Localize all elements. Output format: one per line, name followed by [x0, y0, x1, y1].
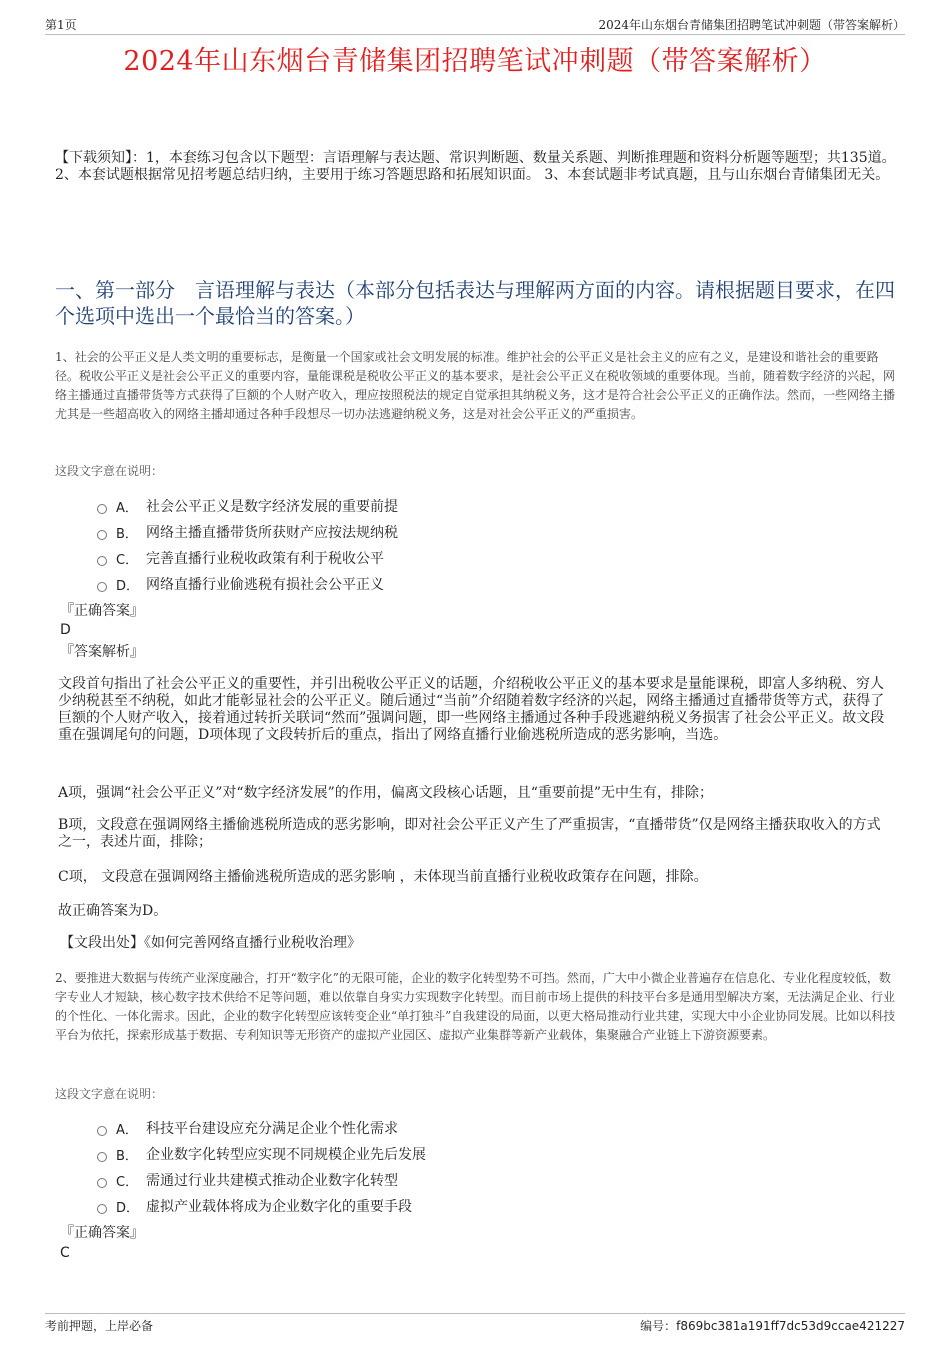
analysis-paragraph: 故正确答案为D。	[58, 903, 168, 919]
radio-icon[interactable]	[97, 1204, 107, 1214]
download-notice: 【下载须知】：1，本套练习包含以下题型：言语理解与表达题、常识判断题、数量关系题、判断推理题和资料分析题等题型；共135道。 2、本套试题根据常见招考题总结归纳，主要用于练习答题思路和拓展知识面。 3、本套试题非考试真题，且与山东烟台青储集团无关。	[55, 150, 896, 183]
option-letter: D．	[116, 578, 140, 594]
option-letter: C．	[116, 1174, 139, 1190]
option-letter: B．	[116, 526, 138, 542]
option-text: 网络直播行业偷逃税有损社会公平正义	[146, 577, 384, 593]
radio-icon[interactable]	[97, 504, 107, 514]
option-letter: D．	[116, 1200, 140, 1216]
footer-code-label: 编号：	[640, 1319, 677, 1333]
page-header	[45, 12, 905, 35]
radio-icon[interactable]	[97, 1126, 107, 1136]
option-text: 完善直播行业税收政策有利于税收公平	[146, 551, 384, 567]
option-text: 网络主播直播带货所获财产应按法规纳税	[146, 525, 398, 541]
question-2-text: 2、要推进大数据与传统产业深度融合，打开“数字化”的无限可能，企业的数字化转型势不可挡。然而，广大中小微企业普遍存在信息化、专业化程度较低，数字专业人才短缺，核心数字技术供给不足等问题，难以依靠自身实力实现数字化转型。而目前市场上提供的科技平台多是通用型解决方案，无法满足企业、行业的个性化、一体化需求。因此，企业的数字化转型应该转变企业“单打独斗”自我建设的局面，以更大格局推动行业共建，实现大中小企业协同发展。比如以科技平台为依托，探索形成基于数据、专利知识等无形资产的虚拟产业园区、虚拟产业集群等新产业载体，集聚融合产业链上下游资源要素。	[55, 971, 896, 1042]
option-text: 社会公平正义是数字经济发展的重要前提	[146, 499, 398, 515]
radio-icon[interactable]	[97, 1152, 107, 1162]
question-1-option-a[interactable]	[97, 493, 398, 519]
analysis-paragraph: C项， 文段意在强调网络主播偷逃税所造成的恶劣影响 ，未体现当前直播行业税收政策存在问题，排除。	[58, 869, 708, 885]
question-1-text: 1、社会的公平正义是人类文明的重要标志，是衡量一个国家或社会文明发展的标准。维护社会的公平正义是社会主义的应有之义，是建设和谐社会的重要路径。税收公平正义是社会公平正义的重要内容，量能课税是税收公平正义的基本要求，是社会公平正义在税收领域的重要体现。当前，随着数字经济的兴起，网络主播通过直播带货等方式获得了巨额的个人财产收入，理应按照税法的规定自觉承担其纳税义务，这才是符合社会公平正义的正确作法。然而，一些网络主播尤其是一些超高收入的网络主播却通过各种手段想尽一切办法逃避纳税义务，这是对社会公平正义的严重损害。	[55, 350, 896, 421]
question-1-answer: D	[60, 622, 71, 638]
question-2-answer-label: 『正确答案』	[60, 1225, 144, 1241]
question-2-option-c[interactable]	[97, 1167, 426, 1193]
question-1-option-c[interactable]	[97, 545, 398, 571]
footer-code-value: f869bc381a191ff7dc53d9ccae421227	[676, 1319, 905, 1333]
page-footer	[45, 1313, 905, 1334]
radio-icon[interactable]	[97, 556, 107, 566]
footer-slogan: 考前押题，上岸必备	[45, 1319, 154, 1333]
option-letter: B．	[116, 1148, 138, 1164]
page-number: 第1页	[45, 18, 77, 32]
question-2-option-d[interactable]	[97, 1193, 426, 1219]
analysis-paragraph: A项，强调“社会公平正义”对“数字经济发展”的作用，偏离文段核心话题，且“重要前提”无中生有，排除；	[58, 785, 714, 801]
question-1-option-d[interactable]	[97, 571, 398, 597]
question-1-options	[97, 493, 398, 597]
question-2-prompt: 这段文字意在说明：	[55, 1087, 164, 1101]
option-text: 需通过行业共建模式推动企业数字化转型	[146, 1173, 398, 1189]
header-doc-title: 2024年山东烟台青储集团招聘笔试冲刺题（带答案解析）	[598, 18, 905, 32]
question-2-answer: C	[60, 1245, 70, 1261]
question-1-option-b[interactable]	[97, 519, 398, 545]
option-letter: A．	[116, 1122, 138, 1138]
question-1-analysis-label: 『答案解析』	[60, 644, 144, 660]
radio-icon[interactable]	[97, 1178, 107, 1188]
option-text: 虚拟产业载体将成为企业数字化的重要手段	[146, 1199, 412, 1215]
option-text: 科技平台建设应充分满足企业个性化需求	[146, 1121, 398, 1137]
option-text: 企业数字化转型应实现不同规模企业先后发展	[146, 1147, 426, 1163]
analysis-paragraph: B项，文段意在强调网络主播偷逃税所造成的恶劣影响，即对社会公平正义产生了严重损害，“直播带货”仅是网络主播获取收入的方式之一，表述片面，排除；	[58, 817, 881, 850]
section-heading: 一、第一部分 言语理解与表达（本部分包括表达与理解两方面的内容。请根据题目要求，在四个选项中选出一个最恰当的答案。）	[55, 278, 895, 328]
question-1-prompt: 这段文字意在说明：	[55, 464, 164, 478]
page-title: 2024年山东烟台青储集团招聘笔试冲刺题（带答案解析）	[123, 46, 827, 77]
question-2-option-b[interactable]	[97, 1141, 426, 1167]
footer-code	[640, 1317, 905, 1334]
radio-icon[interactable]	[97, 530, 107, 540]
question-1-answer-label: 『正确答案』	[60, 603, 144, 619]
radio-icon[interactable]	[97, 582, 107, 592]
question-2-option-a[interactable]	[97, 1115, 426, 1141]
option-letter: A．	[116, 500, 138, 516]
question-1-source: 【文段出处】《如何完善网络直播行业税收治理》	[60, 935, 361, 951]
analysis-paragraph: 文段首句指出了社会公平正义的重要性，并引出税收公平正义的话题，介绍税收公平正义的基本要求是量能课税，即富人多纳税、穷人少纳税甚至不纳税，如此才能彰显社会的公平正义。随后通过“当前”介绍随着数字经济的兴起，网络主播通过直播带货等方式，获得了巨额的个人财产收入，接着通过转折关联词“然而”强调问题，即一些网络主播通过各种手段逃避纳税义务损害了社会公平正义。故文段重在强调尾句的问题，D项体现了文段转折后的重点，指出了网络直播行业偷逃税所造成的恶劣影响，当选。	[58, 676, 885, 743]
question-2-options	[97, 1115, 426, 1219]
option-letter: C．	[116, 552, 139, 568]
